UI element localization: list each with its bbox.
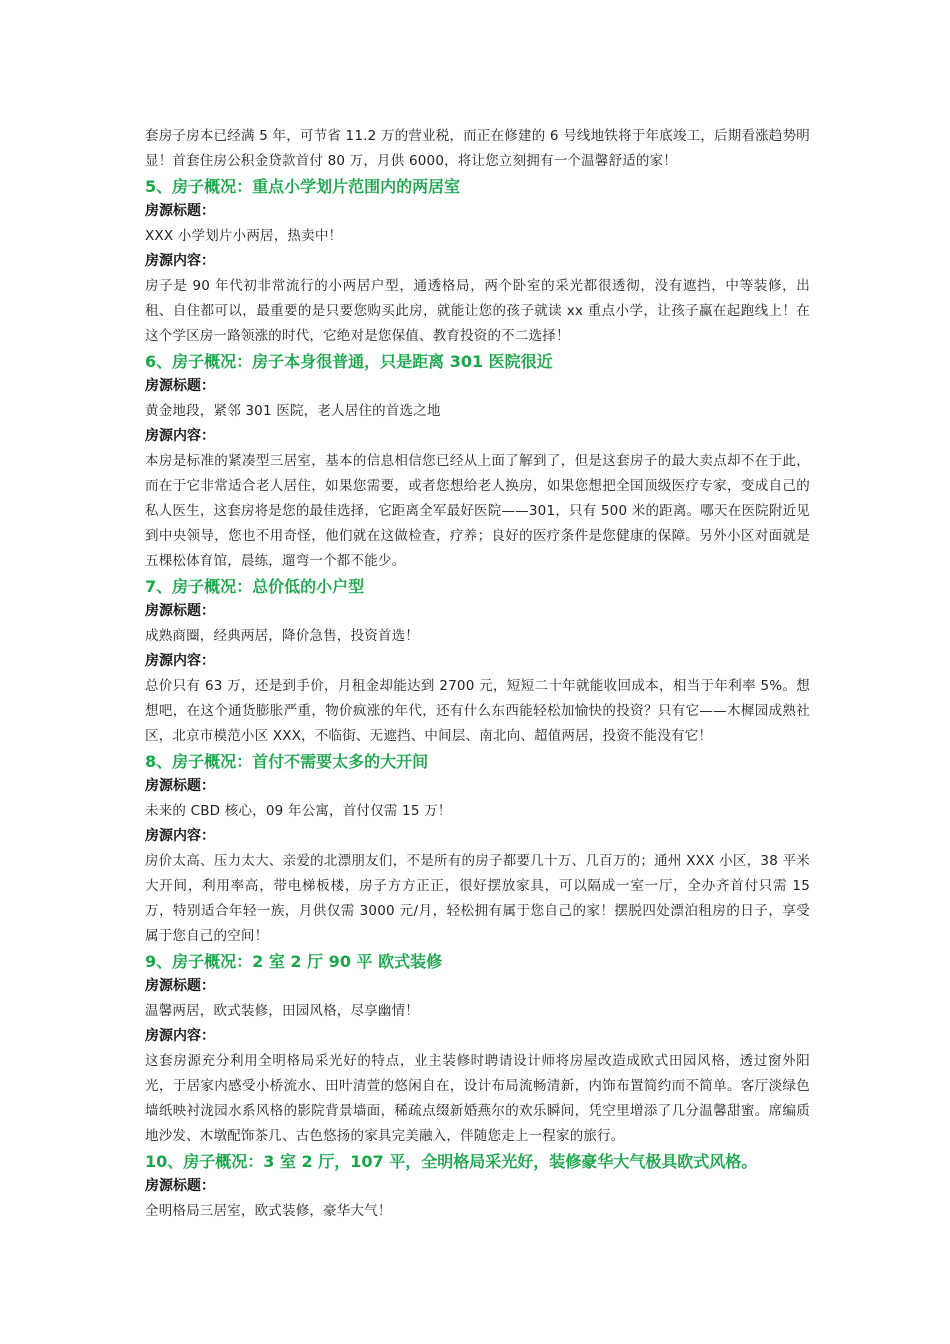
section-heading: 9、房子概况：2 室 2 厅 90 平 欧式装修 [145, 952, 443, 971]
listing-title-label: 房源标题： [145, 378, 215, 394]
listing-section [145, 949, 810, 1149]
intro-paragraph: 套房子房本已经满 5 年，可节省 11.2 万的营业税，而正在修建的 6 号线地铁将于年底竣工，后期看涨趋势明显！首套住房公积金贷款首付 80 万，月供 6000，将让您立刻拥有一个温馨舒适的家！ [145, 128, 810, 169]
listing-content-text: 房子是 90 年代初非常流行的小两居户型，通透格局，两个卧室的采光都很透彻，没有遮挡，中等装修，出租、自住都可以，最重要的是只要您购买此房，就能让您的孩子就读 xx 重点小学，让孩子赢在起跑线上！在这个学区房一路领涨的时代，它绝对是您保值、教育投资的不二选择！ [145, 278, 810, 344]
listing-title-label: 房源标题： [145, 978, 215, 994]
listing-title-text: 成熟商圈，经典两居，降价急售，投资首选！ [145, 628, 419, 644]
listing-title-text: 全明格局三居室，欧式装修，豪华大气！ [145, 1203, 392, 1219]
listing-title-label: 房源标题： [145, 1178, 215, 1194]
listing-title-text: 温馨两居，欧式装修，田园风格，尽享幽情！ [145, 1003, 419, 1019]
listing-title-label: 房源标题： [145, 778, 215, 794]
listing-title-text: 未来的 CBD 核心，09 年公寓，首付仅需 15 万！ [145, 803, 452, 819]
listing-content-label: 房源内容： [145, 653, 215, 669]
listing-section [145, 1149, 810, 1224]
listing-content-label: 房源内容： [145, 1028, 215, 1044]
listing-section [145, 174, 810, 349]
listing-content-label: 房源内容： [145, 428, 215, 444]
listing-title-label: 房源标题： [145, 203, 215, 219]
listing-title-label: 房源标题： [145, 603, 215, 619]
section-heading: 5、房子概况：重点小学划片范围内的两居室 [145, 177, 461, 196]
listing-content-text: 房价太高、压力太大、亲爱的北漂朋友们，不是所有的房子都要几十万、几百万的；通州 XXX 小区，38 平米大开间，利用率高，带电梯板楼，房子方方正正，很好摆放家具，可以隔成一室一厅，全办齐首付只需 15 万，特别适合年轻一族，月供仅需 3000 元/月，轻松拥有属于您自己的家！摆脱四处漂泊租房的日子，享受属于您自己的空间！ [145, 853, 810, 944]
section-heading: 7、房子概况：总价低的小户型 [145, 577, 365, 596]
section-heading: 8、房子概况：首付不需要太多的大开间 [145, 752, 429, 771]
listing-section [145, 749, 810, 949]
listing-content-label: 房源内容： [145, 828, 215, 844]
section-heading: 10、房子概况：3 室 2 厅，107 平，全明格局采光好，装修豪华大气极具欧式风格。 [145, 1152, 758, 1171]
listing-sections [145, 174, 810, 1224]
section-heading: 6、房子概况：房子本身很普通，只是距离 301 医院很近 [145, 352, 553, 371]
listing-content-text: 这套房源充分利用全明格局采光好的特点，业主装修时聘请设计师将房屋改造成欧式田园风格，透过窗外阳光，于居家内感受小桥流水、田叶清萱的悠闲自在，设计布局流畅清新，内饰布置简约而不简单。客厅淡绿色墙纸映衬泷园水系风格的影院背景墙面，稀疏点缀新婚燕尔的欢乐瞬间，凭空里增添了几分温馨甜蜜。席编质地沙发、木墩配饰茶几、古色悠扬的家具完美融入，伴随您走上一程家的旅行。 [145, 1053, 810, 1144]
listing-content-label: 房源内容： [145, 253, 215, 269]
listing-section [145, 574, 810, 749]
listing-title-text: 黄金地段，紧邻 301 医院，老人居住的首选之地 [145, 403, 441, 419]
listing-content-text: 本房是标准的紧凑型三居室，基本的信息相信您已经从上面了解到了，但是这套房子的最大卖点却不在于此，而在于它非常适合老人居住，如果您需要，或者您想给老人换房，如果您想把全国顶级医疗专家，变成自己的私人医生，这套房将是您的最佳选择，它距离全军最好医院——301，只有 500 米的距离。哪天在医院附近见到中央领导，您也不用奇怪，他们就在这做检查，疗养；良好的医疗条件是您健康的保障。另外小区对面就是五棵松体育馆，晨练，遛弯一个都不能少。 [145, 453, 810, 569]
listing-content-text: 总价只有 63 万，还是到手价，月租金却能达到 2700 元，短短二十年就能收回成本，相当于年利率 5%。想想吧，在这个通货膨胀严重，物价疯涨的年代，还有什么东西能轻松加愉快的投资？只有它——木樨园成熟社区，北京市模范小区 XXX，不临街、无遮挡、中间层、南北向、超值两居，投资不能没有它！ [145, 678, 810, 744]
listing-title-text: XXX 小学划片小两居，热卖中！ [145, 228, 343, 244]
listing-section [145, 349, 810, 574]
